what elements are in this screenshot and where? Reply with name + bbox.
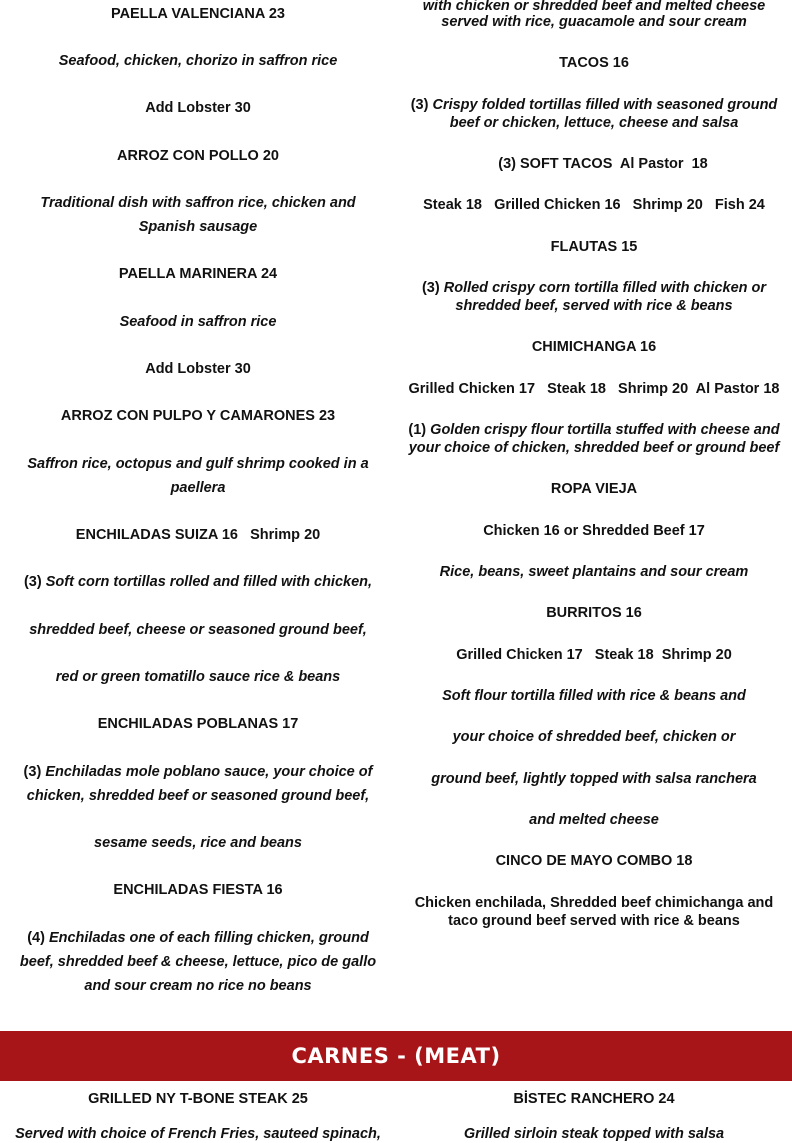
arroz-con-pulpo-desc: Saffron rice, octopus and gulf shrimp cooked in a paellera — [27, 456, 369, 496]
enchiladas-fiesta-desc: Enchiladas one of each filling chicken, ground beef, shredded beef & cheese, lettuce, pico de gallo and sour cream no rice no beans — [19, 930, 377, 994]
paella-valenciana-addon: Add Lobster 30 — [145, 100, 251, 116]
enchiladas-poblanas-desc2: sesame seeds, rice and beans — [94, 835, 302, 851]
soft-tacos-title: (3) SOFT TACOS Al Pastor 18 — [498, 156, 708, 172]
tacos-title: TACOS 16 — [559, 55, 629, 71]
enchiladas-fiesta-line1 — [14, 926, 382, 998]
enchiladas-fiesta-count: (4) — [27, 930, 45, 946]
tacos-count: (3) — [410, 97, 429, 113]
flautas-desc: Rolled crispy corn tortilla filled with chicken or shredded beef, served with rice & beans — [443, 280, 767, 314]
bistec-ranchero-title: BİSTEC RANCHERO 24 — [513, 1091, 675, 1107]
chimichanga-options: Grilled Chicken 17 Steak 18 Shrimp 20 Al Pastor 18 — [408, 381, 780, 397]
paella-valenciana-title: PAELLA VALENCIANA 23 — [110, 6, 285, 22]
burritos-desc3: ground beef, lightly topped with salsa ranchera — [431, 771, 757, 787]
burritos-desc1: Soft flour tortilla filled with rice & beans and — [442, 688, 746, 704]
arroz-con-pulpo-title: ARROZ CON PULPO Y CAMARONES 23 — [60, 408, 336, 424]
enchiladas-poblanas-count: (3) — [23, 764, 42, 780]
carnes-section-banner: CARNES - (MEAT) — [0, 1031, 792, 1081]
ny-t-bone-desc: Served with choice of French Fries, sauteed spinach, — [15, 1126, 381, 1142]
chimichanga-desc: Golden crispy flour tortilla stuffed with cheese and your choice of chicken, shredded beef or ground beef — [408, 422, 780, 456]
chimichanga-line1 — [402, 421, 786, 457]
cinco-de-mayo-desc: Chicken enchilada, Shredded beef chimichanga and taco ground beef served with rice & beans — [414, 895, 774, 929]
flautas-line1 — [402, 279, 786, 315]
paella-marinera-desc: Seafood in saffron rice — [119, 314, 277, 330]
enchiladas-poblanas-title: ENCHILADAS POBLANAS 17 — [97, 716, 299, 732]
chimichanga-count: (1) — [408, 422, 427, 438]
paella-marinera-addon: Add Lobster 30 — [145, 361, 251, 377]
bistec-ranchero-desc: Grilled sirloin steak topped with salsa — [463, 1126, 725, 1142]
cinco-de-mayo-title: CINCO DE MAYO COMBO 18 — [495, 853, 693, 869]
enchiladas-suiza-desc1: Soft corn tortillas rolled and filled with chicken, — [45, 574, 373, 590]
burritos-desc2: your choice of shredded beef, chicken or — [452, 729, 736, 745]
ny-t-bone-title: GRILLED NY T-BONE STEAK 25 — [88, 1091, 308, 1107]
soft-tacos-options: Steak 18 Grilled Chicken 16 Shrimp 20 Fish 24 — [423, 197, 765, 213]
enchiladas-suiza-line1 — [14, 570, 382, 594]
flautas-count: (3) — [421, 280, 440, 296]
chimichanga-title: CHIMICHANGA 16 — [531, 339, 657, 355]
enchiladas-suiza-desc3: red or green tomatillo sauce rice & beans — [55, 669, 341, 685]
enchiladas-suiza-desc2: shredded beef, cheese or seasoned ground beef, — [29, 622, 367, 638]
ropa-vieja-options: Chicken 16 or Shredded Beef 17 — [483, 523, 705, 539]
enchiladas-fiesta-title: ENCHILADAS FIESTA 16 — [113, 882, 283, 898]
burritos-desc4: and melted cheese — [529, 812, 659, 828]
previous-item-desc-1: with chicken or shredded beef and melted cheese — [422, 0, 766, 14]
arroz-con-pollo-desc: Traditional dish with saffron rice, chicken and Spanish sausage — [40, 195, 356, 235]
ropa-vieja-desc: Rice, beans, sweet plantains and sour cream — [439, 564, 749, 580]
enchiladas-poblanas-line1 — [14, 760, 382, 808]
arroz-con-pollo-title: ARROZ CON POLLO 20 — [117, 148, 279, 164]
paella-marinera-title: PAELLA MARINERA 24 — [118, 266, 278, 282]
ropa-vieja-title: ROPA VIEJA — [550, 481, 638, 497]
burritos-title: BURRITOS 16 — [546, 605, 642, 621]
enchiladas-suiza-count: (3) — [23, 574, 42, 590]
previous-item-desc-2: served with rice, guacamole and sour cream — [441, 14, 747, 30]
tacos-desc: Crispy folded tortillas filled with seasoned ground beef or chicken, lettuce, cheese and salsa — [432, 97, 778, 131]
enchiladas-poblanas-desc1: Enchiladas mole poblano sauce, your choice of chicken, shredded beef or seasoned ground beef, — [26, 764, 373, 804]
burritos-options: Grilled Chicken 17 Steak 18 Shrimp 20 — [456, 647, 732, 663]
flautas-title: FLAUTAS 15 — [550, 239, 638, 255]
tacos-line1 — [402, 96, 786, 132]
paella-valenciana-desc: Seafood, chicken, chorizo in saffron rice — [58, 53, 338, 69]
enchiladas-suiza-title: ENCHILADAS SUIZA 16 Shrimp 20 — [75, 527, 321, 543]
